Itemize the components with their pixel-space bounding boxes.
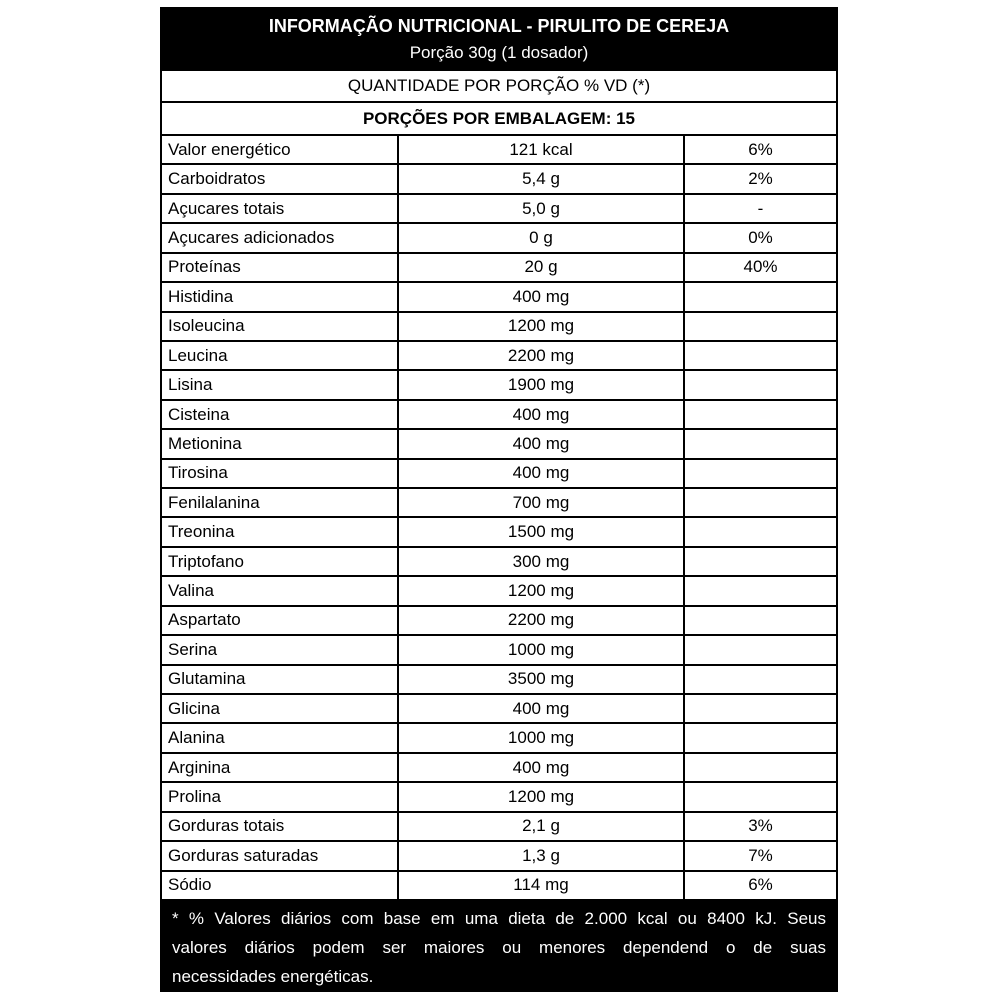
nutrient-name-cell: Gorduras saturadas	[162, 842, 399, 869]
nutrient-name-cell: Leucina	[162, 342, 399, 369]
daily-value-cell	[685, 518, 836, 545]
daily-value-cell	[685, 577, 836, 604]
quantity-cell: 1200 mg	[399, 783, 685, 810]
nutrient-name-cell: Glicina	[162, 695, 399, 722]
table-row	[162, 136, 836, 163]
daily-value-cell	[685, 754, 836, 781]
quantity-cell: 1200 mg	[399, 577, 685, 604]
table-row	[162, 605, 836, 634]
table-row	[162, 252, 836, 281]
quantity-cell: 400 mg	[399, 401, 685, 428]
quantity-per-serving-header: QUANTIDADE POR PORÇÃO % VD (*)	[162, 69, 836, 101]
quantity-cell: 20 g	[399, 254, 685, 281]
table-header	[162, 9, 836, 69]
table-row	[162, 634, 836, 663]
nutrient-name-cell: Prolina	[162, 783, 399, 810]
quantity-cell: 1000 mg	[399, 636, 685, 663]
quantity-cell: 2,1 g	[399, 813, 685, 840]
table-row	[162, 428, 836, 457]
nutrient-name-cell: Tirosina	[162, 460, 399, 487]
daily-value-cell: -	[757, 198, 764, 218]
daily-value-cell	[685, 460, 836, 487]
daily-value-cell: 0%	[748, 227, 773, 247]
daily-value-cell: 6%	[748, 875, 773, 895]
daily-values-footnote	[162, 899, 836, 990]
nutrient-name-cell: Lisina	[162, 371, 399, 398]
nutrient-name-cell: Proteínas	[162, 254, 399, 281]
quantity-cell: 700 mg	[399, 489, 685, 516]
footnote-line-2: valores diários podem ser maiores ou menores dependend o de suas	[172, 938, 826, 957]
quantity-cell: 3500 mg	[399, 666, 685, 693]
quantity-cell: 400 mg	[399, 430, 685, 457]
quantity-cell: 400 mg	[399, 695, 685, 722]
table-row	[162, 722, 836, 751]
daily-value-cell	[685, 342, 836, 369]
table-row	[162, 193, 836, 222]
footnote-line-1: * % Valores diários com base em uma dieta de 2.000 kcal ou 8400 kJ. Seus	[172, 909, 826, 928]
quantity-cell: 1000 mg	[399, 724, 685, 751]
nutrient-name-cell: Fenilalanina	[162, 489, 399, 516]
quantity-cell: 400 mg	[399, 460, 685, 487]
nutrient-name-cell: Serina	[162, 636, 399, 663]
nutrition-table	[160, 7, 838, 992]
nutrient-name-cell: Aspartato	[162, 607, 399, 634]
quantity-cell: 1500 mg	[399, 518, 685, 545]
quantity-cell: 114 mg	[399, 872, 685, 899]
quantity-cell: 1200 mg	[399, 313, 685, 340]
daily-value-cell	[685, 666, 836, 693]
daily-value-cell	[685, 607, 836, 634]
table-row	[162, 399, 836, 428]
nutrient-name-cell: Valina	[162, 577, 399, 604]
daily-value-cell: 3%	[748, 816, 773, 836]
nutrient-name-cell: Treonina	[162, 518, 399, 545]
table-row	[162, 340, 836, 369]
daily-value-cell	[685, 636, 836, 663]
table-row	[162, 752, 836, 781]
daily-value-cell: 6%	[748, 139, 773, 159]
nutrient-name-cell: Arginina	[162, 754, 399, 781]
nutrient-name-cell: Alanina	[162, 724, 399, 751]
nutrient-name-cell: Histidina	[162, 283, 399, 310]
nutrient-name-cell: Açucares adicionados	[162, 224, 399, 251]
quantity-cell: 400 mg	[399, 754, 685, 781]
table-row	[162, 163, 836, 192]
nutrient-name-cell: Valor energético	[162, 136, 399, 163]
nutrient-name-cell: Metionina	[162, 430, 399, 457]
nutrient-name-cell: Cisteina	[162, 401, 399, 428]
page-title: INFORMAÇÃO NUTRICIONAL - PIRULITO DE CEREJA	[268, 16, 730, 36]
daily-value-cell	[685, 283, 836, 310]
table-row	[162, 546, 836, 575]
daily-value-cell	[685, 401, 836, 428]
quantity-cell: 2200 mg	[399, 342, 685, 369]
daily-value-cell	[685, 783, 836, 810]
daily-value-cell	[685, 430, 836, 457]
nutrient-name-cell: Carboidratos	[162, 165, 399, 192]
table-row	[162, 369, 836, 398]
table-row	[162, 575, 836, 604]
table-row	[162, 281, 836, 310]
servings-per-package-header: PORÇÕES POR EMBALAGEM: 15	[162, 101, 836, 134]
daily-value-cell: 2%	[748, 169, 773, 189]
daily-value-cell	[685, 313, 836, 340]
quantity-cell: 400 mg	[399, 283, 685, 310]
daily-value-cell: 7%	[748, 845, 773, 865]
daily-value-cell: 40%	[743, 257, 778, 277]
quantity-cell: 0 g	[399, 224, 685, 251]
quantity-cell: 121 kcal	[399, 136, 685, 163]
daily-value-cell	[685, 489, 836, 516]
serving-size-label: Porção 30g (1 dosador)	[409, 43, 589, 62]
table-row	[162, 693, 836, 722]
table-row	[162, 870, 836, 899]
quantity-cell: 2200 mg	[399, 607, 685, 634]
quantity-cell: 5,0 g	[399, 195, 685, 222]
nutrient-name-cell: Açucares totais	[162, 195, 399, 222]
table-row	[162, 781, 836, 810]
table-row	[162, 311, 836, 340]
nutrient-name-cell: Glutamina	[162, 666, 399, 693]
nutrient-rows	[162, 134, 836, 899]
nutrient-name-cell: Isoleucina	[162, 313, 399, 340]
quantity-cell: 1,3 g	[399, 842, 685, 869]
table-row	[162, 516, 836, 545]
table-row	[162, 487, 836, 516]
daily-value-cell	[685, 724, 836, 751]
table-row	[162, 840, 836, 869]
quantity-cell: 5,4 g	[399, 165, 685, 192]
nutrient-name-cell: Sódio	[162, 872, 399, 899]
daily-value-cell	[685, 371, 836, 398]
daily-value-cell	[685, 695, 836, 722]
footnote-line-3: necessidades energéticas.	[172, 967, 374, 986]
daily-value-cell	[685, 548, 836, 575]
table-row	[162, 458, 836, 487]
table-row	[162, 664, 836, 693]
nutrient-name-cell: Gorduras totais	[162, 813, 399, 840]
quantity-cell: 1900 mg	[399, 371, 685, 398]
table-row	[162, 222, 836, 251]
nutrient-name-cell: Triptofano	[162, 548, 399, 575]
quantity-cell: 300 mg	[399, 548, 685, 575]
table-row	[162, 811, 836, 840]
